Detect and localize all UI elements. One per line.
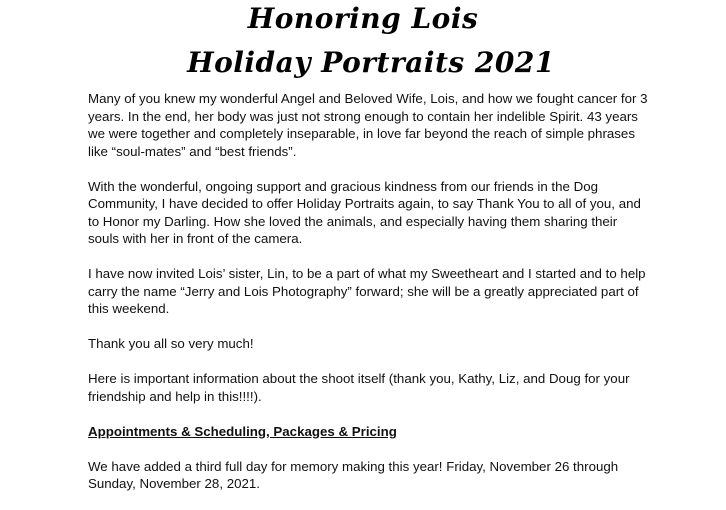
section-heading: Appointments & Scheduling, Packages & Pricing [88, 423, 397, 439]
document-title-line-2: Holiday Portraits 2021 [187, 46, 555, 79]
paragraph-schedule: We have added a third full day for memory making this year! Friday, November 26 through Sunday, November 28, 2021. [88, 458, 619, 491]
paragraph-shoot-info: Here is important information about the shoot itself (thank you, Kathy, Liz, and Doug for your friendship and help in this!!!!). [88, 371, 630, 404]
paragraph-intro: Many of you knew my wonderful Angel and Beloved Wife, Lois, and how we fought cancer for 3 years. In the end, her body was just not strong enough to contain her indelible Spirit. 43 years we were together and completely inseparable, in love far beyond the reach of simple phrases like “soul-mates” and “best friends”. [88, 91, 648, 159]
paragraph-thank-you: Thank you all so very much! [88, 336, 254, 351]
document-title-line-1: Honoring Lois [247, 2, 479, 35]
document-body [88, 90, 648, 510]
paragraph-dog-community: With the wonderful, ongoing support and gracious kindness from our friends in the Dog Community, I have decided to offer Holiday Portraits again, to say Thank You to all of you, and to Honor my Darling. How she loved the animals, and especially having them sharing their souls with her in front of the camera. [88, 178, 641, 246]
paragraph-lin-invite: I have now invited Lois’ sister, Lin, to be a part of what my Sweetheart and I started and to help carry the name “Jerry and Lois Photography” forward; she will be a greatly appreciated part of this weekend. [88, 266, 646, 316]
